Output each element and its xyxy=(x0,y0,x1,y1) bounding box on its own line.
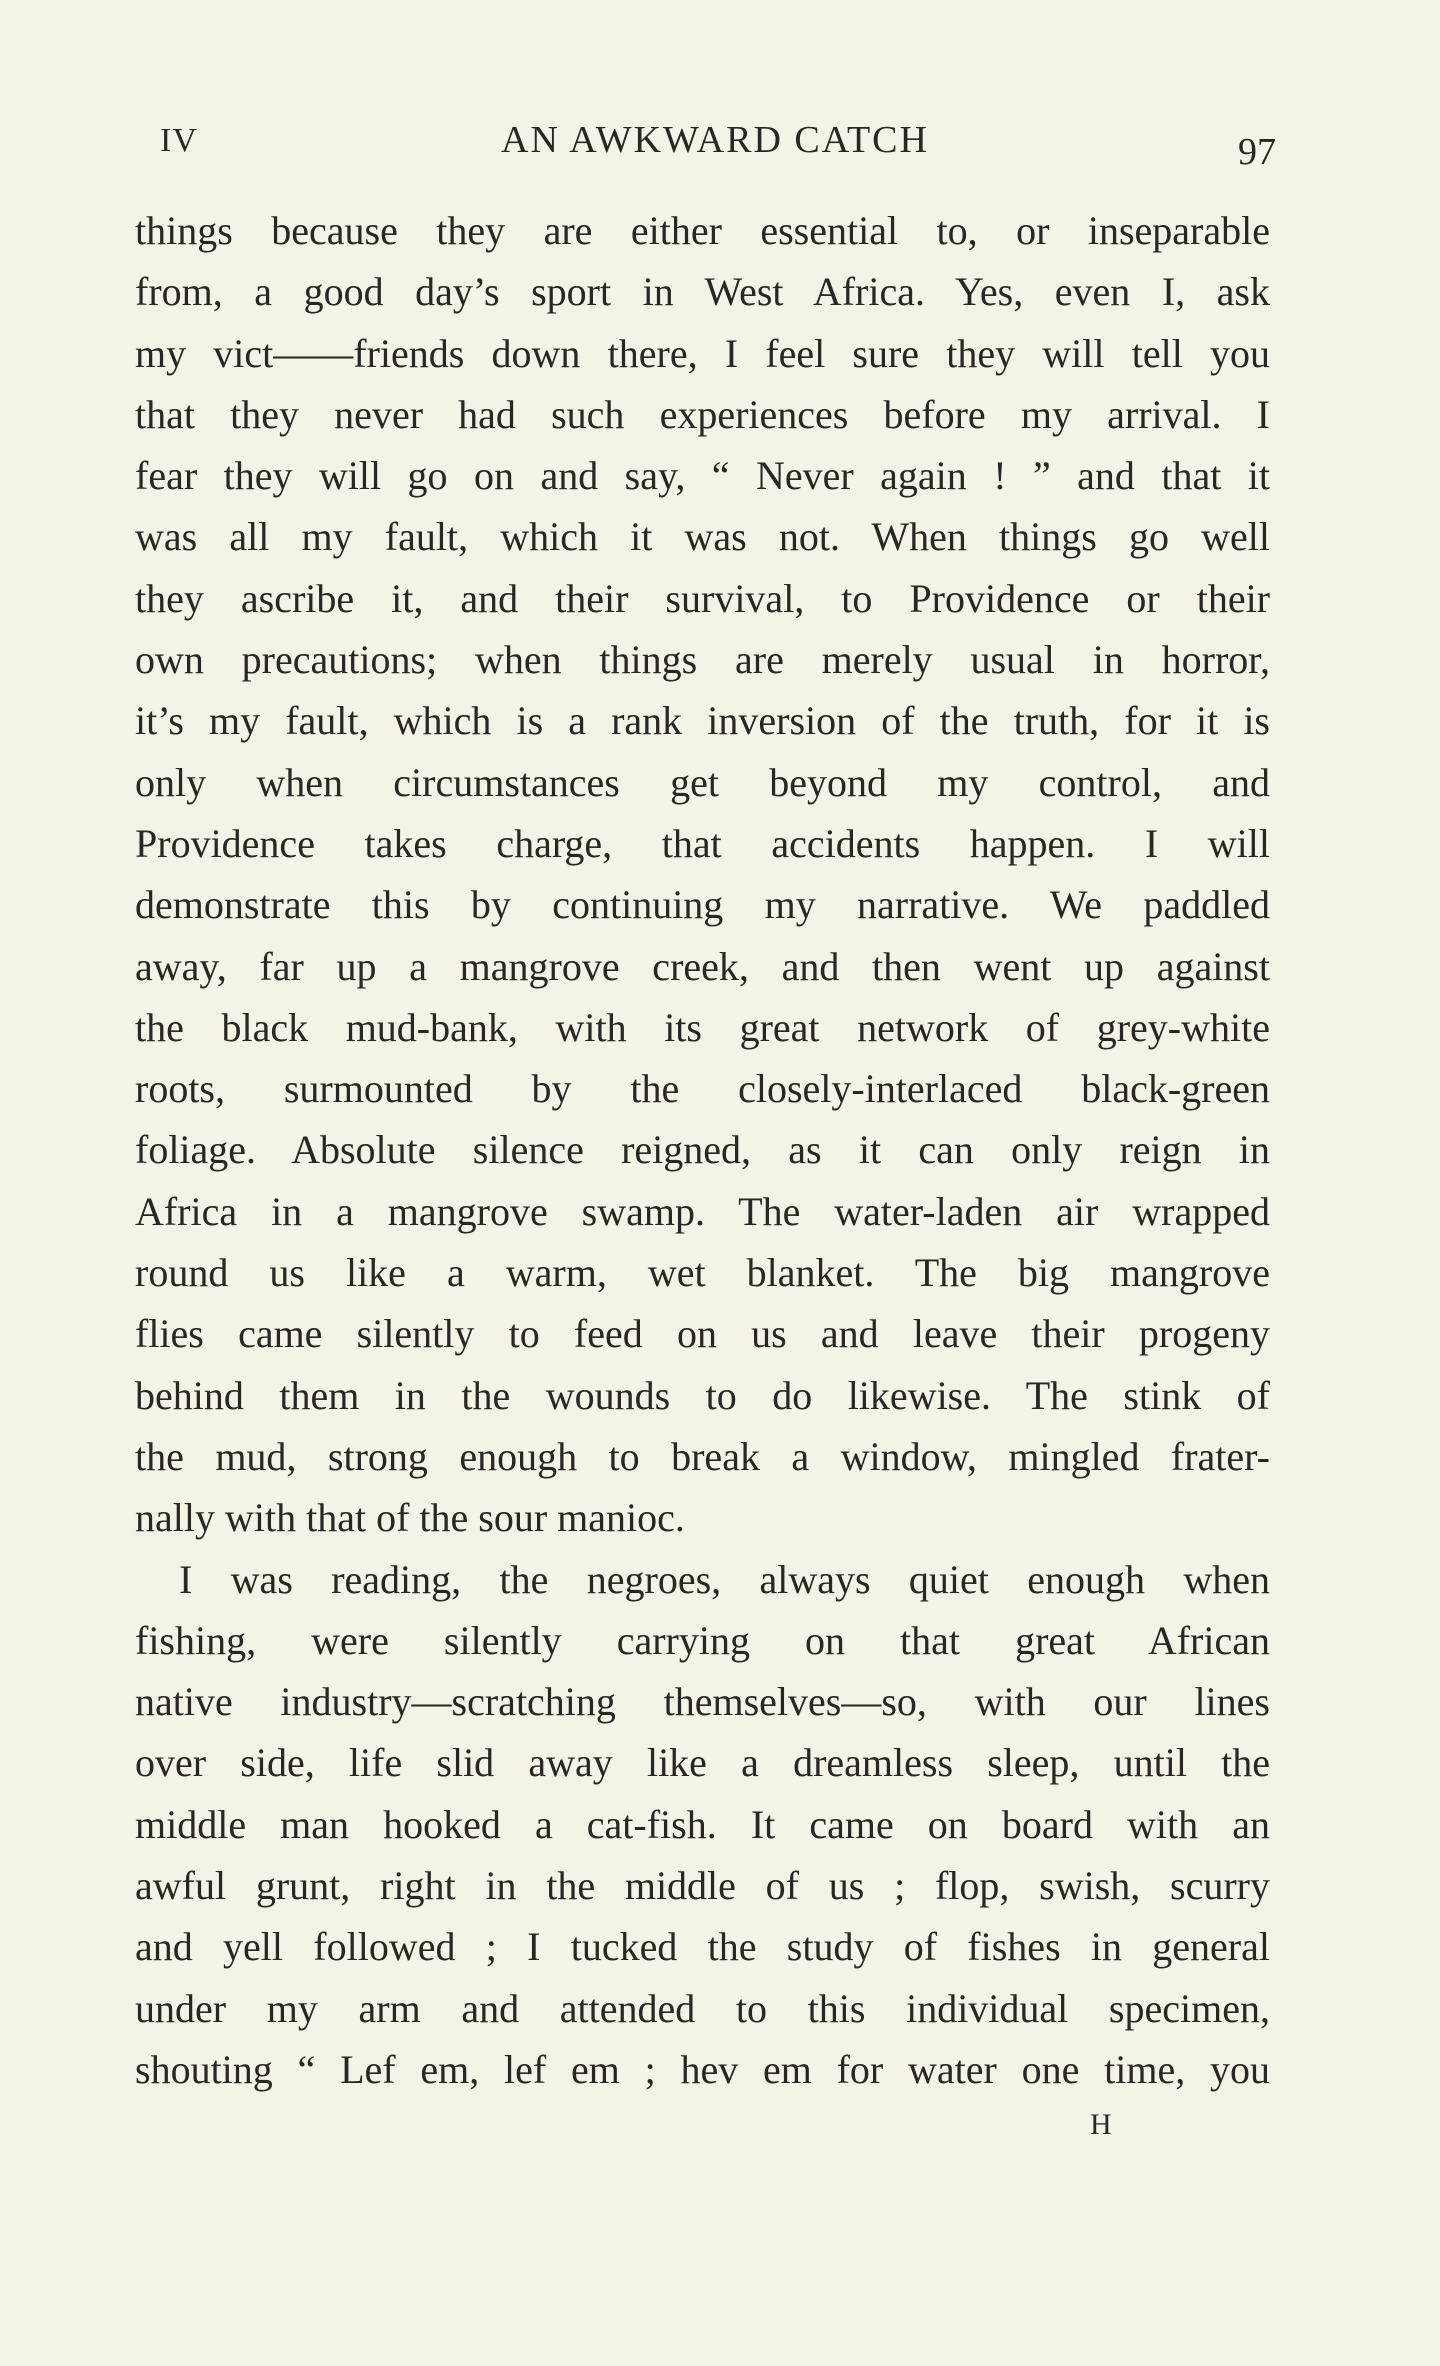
text-line: the mud, strong enough to break a window, mingled frater- xyxy=(135,1433,1270,1479)
text-line: away, far up a mangrove creek, and then went up against xyxy=(135,943,1270,989)
text-line: from, a good day’s sport in West Africa. Yes, even I, ask xyxy=(135,269,1270,315)
text-line: my vict——friends down there, I feel sure they will tell you xyxy=(135,330,1270,376)
text-line: fear they will go on and say, “ Never again ! ” and that it xyxy=(135,453,1270,499)
text-line: flies came silently to feed on us and leave their progeny xyxy=(135,1311,1270,1357)
text-line: own precautions; when things are merely usual in horror, xyxy=(135,637,1270,683)
text-line: shouting “ Lef em, lef em ; hev em for water one time, you xyxy=(135,2046,1270,2092)
text-line: awful grunt, right in the middle of us ; flop, swish, scurry xyxy=(135,1863,1270,1909)
text-line: things because they are either essential to, or inseparable xyxy=(135,208,1270,253)
paragraph-end-line: nally with that of the sour manioc. xyxy=(135,1495,685,1541)
text-line: roots, surmounted by the closely-interlaced black-green xyxy=(135,1066,1270,1112)
text-line: native industry—scratching themselves—so, with our lines xyxy=(135,1679,1270,1725)
text-line: under my arm and attended to this individual specimen, xyxy=(135,1985,1270,2031)
chapter-number: IV xyxy=(160,122,198,159)
page-number: 97 xyxy=(1238,131,1276,173)
text-line: Providence takes charge, that accidents happen. I will xyxy=(135,820,1270,866)
text-line: fishing, were silently carrying on that great African xyxy=(135,1617,1270,1663)
text-line: foliage. Absolute silence reigned, as it can only reign in xyxy=(135,1127,1270,1173)
running-head xyxy=(150,118,1280,174)
running-title: AN AWKWARD CATCH xyxy=(501,119,929,161)
text-line: was all my fault, which it was not. When things go well xyxy=(135,514,1270,560)
body-text xyxy=(135,200,1270,2100)
text-line: only when circumstances get beyond my control, and xyxy=(135,759,1270,805)
text-line: behind them in the wounds to do likewise. The stink of xyxy=(135,1372,1270,1418)
text-line: the black mud-bank, with its great network of grey-white xyxy=(135,1004,1270,1050)
text-line: it’s my fault, which is a rank inversion of the truth, for it is xyxy=(135,698,1270,744)
text-line: Africa in a mangrove swamp. The water-laden air wrapped xyxy=(135,1188,1270,1234)
text-line: and yell followed ; I tucked the study of fishes in general xyxy=(135,1924,1270,1970)
signature-mark: H xyxy=(1090,2108,1113,2141)
text-line: they ascribe it, and their survival, to Providence or their xyxy=(135,575,1270,621)
text-line: over side, life slid away like a dreamless sleep, until the xyxy=(135,1740,1270,1786)
text-line: demonstrate this by continuing my narrative. We paddled xyxy=(135,882,1270,928)
text-line: that they never had such experiences before my arrival. I xyxy=(135,391,1270,437)
text-line: middle man hooked a cat-fish. It came on board with an xyxy=(135,1801,1270,1847)
text-line: round us like a warm, wet blanket. The big mangrove xyxy=(135,1250,1270,1296)
paragraph-start-line: I was reading, the negroes, always quiet enough when xyxy=(179,1556,1270,1602)
